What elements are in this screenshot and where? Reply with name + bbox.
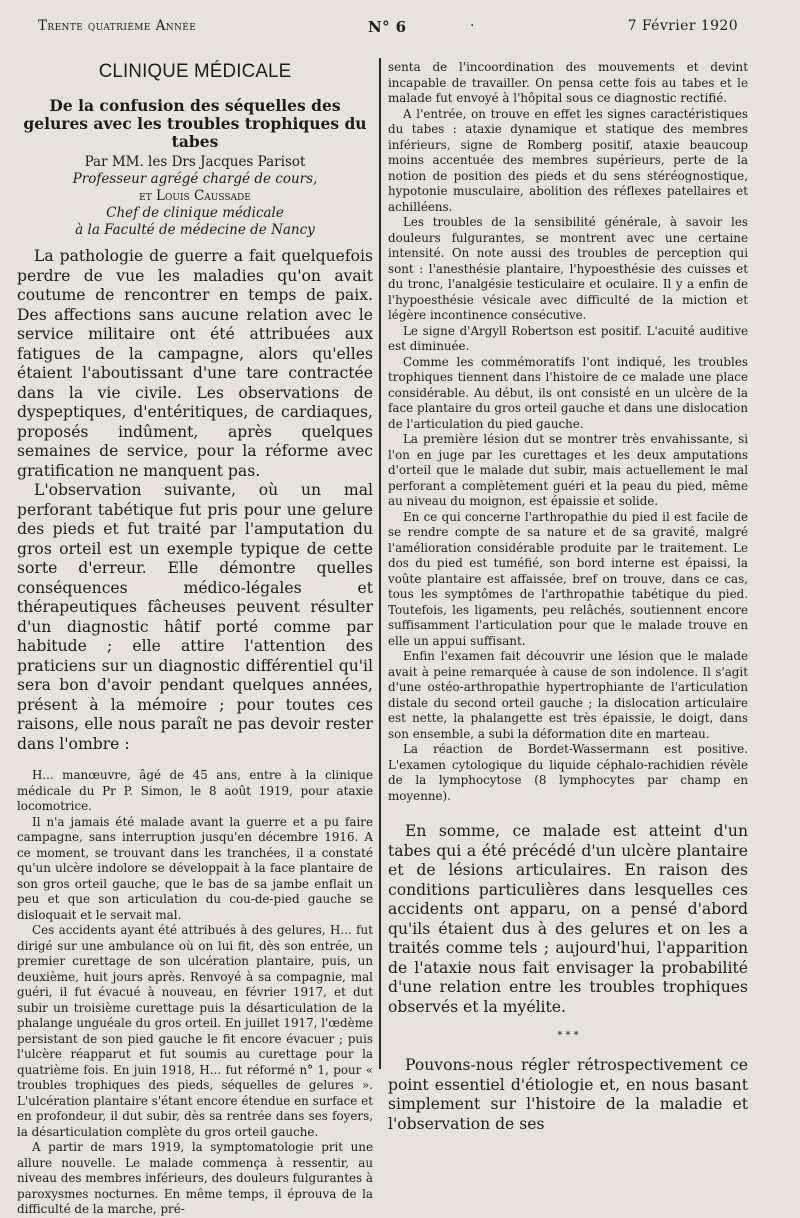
- author2-role1: Chef de clinique médicale: [106, 205, 284, 221]
- intro-paragraph-1: La pathologie de guerre a fait quelquefois perdre de vue les maladies qu'on avait coutume de rencontrer en temps de paix. Des affections sans aucune relation avec le service militaire ont été attribuées aux fatigues de la campagne, alors qu'elles étaient l'aboutissant d'une tare contractée dans la vie civile. Les observations de dyspeptiques, d'entéritiques, de cardiaques, proposés indûment, après quelques semaines de service, pour la réforme avec gratification ne manquent pas.: [17, 247, 373, 480]
- case-paragraph-12: La réaction de Bordet-Wassermann est positive. L'examen cytologique du liquide céphalo-rachidien révèle de la lymphocytose (8 lymphocytes par champ en moyenne).: [388, 742, 748, 803]
- right-column: [388, 60, 748, 1133]
- closing-paragraph: Pouvons-nous régler rétrospectivement ce point essentiel d'étiologie et, en nous basant simplement sur l'histoire de la maladie et l'observation de ses: [388, 1056, 748, 1133]
- header-volume: Trente quatrième Année: [38, 18, 197, 34]
- article-title: De la confusion des séquelles des gelures avec les troubles trophiques du tabes: [23, 96, 367, 151]
- left-column: [17, 60, 373, 1216]
- header-mark: ·: [470, 18, 475, 34]
- case-paragraph-7: Le signe d'Argyll Robertson est positif. L'acuité auditive est diminuée.: [388, 323, 748, 353]
- author2-name: et Louis Caussade: [139, 188, 251, 204]
- section-separator: * * *: [557, 1030, 579, 1041]
- authors-line: Par MM. les Drs Jacques Parisot: [84, 154, 306, 170]
- header-date: 7 Février 1920: [627, 18, 738, 34]
- header-issue-number: N° 6: [368, 18, 407, 36]
- case-paragraph-4: A partir de mars 1919, la symptomatologie prit une allure nouvelle. Le malade commença à ressentir, au niveau des membres inférieurs, des douleurs fulgurantes à paroxysmes nocturnes. En même temps, il éprouva de la difficulté de la marche, pré-: [17, 1140, 373, 1216]
- page-header: [38, 18, 738, 40]
- case-paragraph-2: Il n'a jamais été malade avant la guerre et a pu faire campagne, sans interruption jusqu'en décembre 1916. A ce moment, se trouvant dans les tranchées, il a constaté qu'un ulcère indolore se développait à la face plantaire de son gros orteil gauche, que le bas de sa jambe enflait un peu et que son articulation du cou-de-pied gauche se disloquait et le servait mal.: [17, 814, 373, 922]
- summary-paragraph: En somme, ce malade est atteint d'un tabes qui a été précédé d'un ulcère plantaire et de lésions articulaires. En raison des conditions particulières dans lesquelles ces accidents ont apparu, on a pensé d'abord qu'ils étaient dus à des gelures et on les a traités comme tels ; aujourd'hui, l'apparition de l'ataxie nous fait envisager la probabilité d'une relation entre les troubles trophiques observés et la myélite.: [388, 822, 748, 1016]
- column-divider: [379, 58, 381, 1069]
- author2-role2: à la Faculté de médecine de Nancy: [75, 222, 315, 238]
- case-continuation: senta de l'incoordination des mouvements et devint incapable de travailler. On pensa cette fois au tabes et le malade fut envoyé à l'hôpital sous ce diagnostic rectifié.: [388, 60, 748, 105]
- intro-paragraph-2: L'observation suivante, où un mal perforant tabétique fut pris pour une gelure des pieds et fut traité par l'amputation du gros orteil est un exemple typique de cette sorte d'erreur. Elle démontre quelles conséquences médico-légales et thérapeutiques fâcheuses peuvent résulter d'un diagnostic hâtif porté comme par habitude ; elle attire l'attention des praticiens sur un diagnostic différentiel qu'il sera bon d'avoir pendant quelques années, présent à la mémoire ; pour toutes ces raisons, elle nous paraît ne pas devoir rester dans l'ombre :: [17, 481, 373, 753]
- case-paragraph-10: En ce qui concerne l'arthropathie du pied il est facile de se rendre compte de sa nature et de sa gravité, malgré l'amélioration considérable produite par le traitement. Le dos du pied est tuméfié, son bord interne est épaissi, la voûte plantaire est affaissée, bref on trouve, dans ce cas, tous les symptômes de l'arthropathie tabétique du pied. Toutefois, les ligaments, peu relâchés, soutiennent encore suffisamment l'articulation pour que le malade trouve en elle un appui suffisant.: [388, 509, 748, 648]
- author1-role: Professeur agrégé chargé de cours,: [72, 171, 318, 187]
- case-paragraph-1: H... manœuvre, âgé de 45 ans, entre à la clinique médicale du Pr P. Simon, le 8 août 1919, pour ataxie locomotrice.: [17, 768, 373, 813]
- case-paragraph-6: Les troubles de la sensibilité générale, à savoir les douleurs fulgurantes, se montrent avec une certaine intensité. On note aussi des troubles de perception qui sont : l'anesthésie plantaire, l'hypoesthésie des cuisses et du tronc, l'analgésie testiculaire et oculaire. Il y a enfin de l'hypoesthésie vésicale avec difficulté de la miction et légère incontinence consécutive.: [388, 215, 748, 322]
- case-paragraph-5: A l'entrée, on trouve en effet les signes caractéristiques du tabes : ataxie dynamique et statique des membres inférieurs, signe de Romberg positif, ataxie beaucoup moins accentuée des membres supérieurs, perte de la notion de position des pieds et du sens stéréognostique, hypotonie musculaire, abolition des réflexes patellaires et achilléens.: [388, 106, 748, 214]
- case-paragraph-9: La première lésion dut se montrer très envahissante, si l'on en juge par les curettages et les deux amputations d'orteil que le malade dut subir, mais actuellement le mal perforant a complètement guéri et la peau du pied, même au niveau du moignon, est épaissie et solide.: [388, 432, 748, 508]
- case-paragraph-3: Ces accidents ayant été attribués à des gelures, H... fut dirigé sur une ambulance où on lui fit, dès son entrée, un premier curettage de son ulcération plantaire, puis, un deuxième, huit jours après. Renvoyé à sa compagnie, mal guéri, il fut évacué à nouveau, en février 1917, et dut subir un troisième curettage puis la désarticulation de la phalange unguéale du gros orteil. En juillet 1917, l'œdème persistant de son pied gauche le fit encore évacuer ; puis l'ulcère réapparut et fut soumis au curettage pour la quatrième fois. En juin 1918, H... fut réformé n° 1, pour « troubles trophiques des pieds, séquelles de gelures ». L'ulcération plantaire s'étant encore étendue en surface et en profondeur, il dut subir, dès sa rentrée dans ses foyers, la désarticulation complète du gros orteil gauche.: [17, 923, 373, 1139]
- section-title: CLINIQUE MÉDICALE: [98, 60, 292, 82]
- case-paragraph-8: Comme les commémoratifs l'ont indiqué, les troubles trophiques tiennent dans l'histoire de ce malade une place considérable. Au début, ils ont consisté en un ulcère de la face plantaire du gros orteil gauche et dans une dislocation de l'articulation du pied gauche.: [388, 354, 748, 431]
- case-paragraph-11: Enfin l'examen fait découvrir une lésion que le malade avait à peine remarquée à cause de son indolence. Il s'agit d'une ostéo-arthropathie hypertrophiante de l'articulation distale du second orteil gauche ; la dislocation articulaire est nette, la phalangette est très épaissie, le doigt, dans son ensemble, a subi la déformation dite en marteau.: [388, 649, 748, 741]
